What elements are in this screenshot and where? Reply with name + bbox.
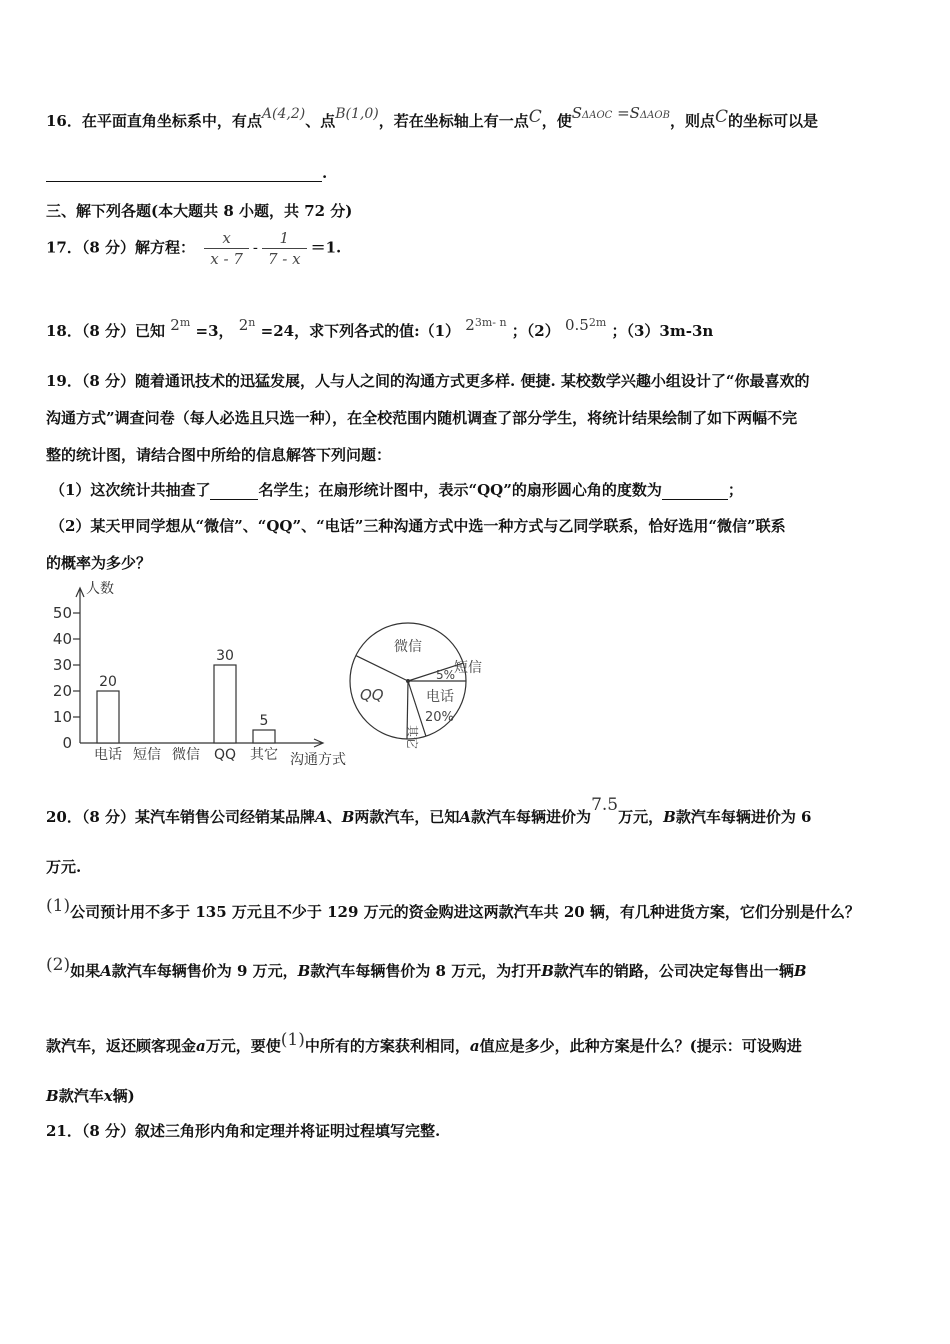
q19-line1: 19．（8 分）随着通讯技术的迅猛发展，人与人之间的沟通方式更多样. 便捷. 某校数学兴趣小组设计了“你最喜欢的 [46, 372, 810, 390]
area-aoc-sub: ΔAOC [582, 110, 613, 121]
power-exp-3: 3m- n [474, 316, 507, 329]
q18-prefix: 18．（8 分）已知 [46, 322, 166, 340]
q17-suffix: ＝1. [310, 238, 342, 257]
q20-line1-c: 款汽车每辆进价为 [471, 808, 592, 826]
bar [253, 730, 275, 743]
y-tick-label: 20 [52, 682, 72, 700]
slice-label-other: 其它 [405, 725, 419, 750]
q21-line: 21．（8 分）叙述三角形内角和定理并将证明过程填写完整. [46, 1122, 441, 1140]
q17-line [46, 228, 341, 269]
q20-p2d: 款汽车的销路，公司决定每售出一辆 [553, 962, 794, 980]
q20-sep: 、 [326, 808, 342, 826]
q16-text2: ，若在坐标轴上有一点 [378, 112, 529, 130]
car-b-6: B [46, 1087, 59, 1105]
point-c-2: C [714, 107, 728, 127]
q16-text4: ，则点 [669, 112, 715, 130]
x-axis-label: 沟通方式 [290, 752, 346, 768]
car-b: B [341, 808, 355, 826]
answer-blank[interactable] [46, 167, 322, 182]
power-exp-2: n [248, 316, 256, 329]
fraction-1-num: x [204, 228, 249, 249]
q19-sub1-c: ； [727, 481, 743, 499]
y-tick-label: 30 [52, 656, 72, 674]
slice-label-phone: 电话 [426, 689, 454, 705]
var-x: x [103, 1087, 113, 1105]
category-label: 电话 [94, 747, 122, 763]
car-b-5: B [793, 962, 807, 980]
point-b: B(1,0) [335, 106, 379, 122]
power-base-2: 2 [238, 316, 249, 334]
car-b-2: B [663, 808, 676, 826]
q19-sub2: （2）某天甲同学想从“微信”、“QQ”、“电话”三种沟通方式中选一种方式与乙同学联系，恰好选用“微信”联系 [50, 517, 786, 535]
var-a-2: a [469, 1037, 480, 1055]
q19-sub2-end: 的概率为多少？ [46, 554, 152, 572]
q19-line2: 沟通方式”调查问卷（每人必选且只选一种），在全校范围内随机调查了部分学生，将统计结果绘制了如下两幅不完 [46, 409, 798, 427]
q16-end: . [322, 164, 328, 182]
q16-sep: 、点 [305, 112, 336, 130]
slice-percent-phone: 20% [425, 710, 454, 725]
part-1-marker: (1) [46, 896, 71, 916]
y-tick-label: 10 [52, 708, 72, 726]
slice-label-sms: 短信 [454, 660, 482, 676]
q20-l3b: 万元，要使 [205, 1037, 281, 1055]
q20-p2a: 如果 [70, 962, 101, 980]
q20-line1-d: 万元， [618, 808, 664, 826]
car-b-4: B [541, 962, 554, 980]
part-2-marker: (2) [46, 955, 71, 975]
q20-line4 [46, 1085, 135, 1106]
q18-semi2: ；（3）3m-3n [611, 322, 714, 340]
q19-sub1-b: 名学生；在扇形统计图中，表示“QQ”的扇形圆心角的度数为 [258, 481, 662, 499]
q20-part1-text: 公司预计用不多于 135 万元且不少于 129 万元的资金购进这两款汽车共 20 辆，有几种进货方案，它们分别是什么？ [70, 903, 860, 921]
q20-l4b: 辆) [112, 1087, 135, 1105]
fraction-2-num: 1 [262, 228, 307, 249]
q20-l3c: 中所有的方案获利相同， [304, 1037, 470, 1055]
bar [97, 691, 119, 743]
var-a: a [196, 1037, 206, 1055]
fraction-1 [204, 228, 249, 269]
q20-part2 [46, 955, 807, 981]
bar-value-label: 30 [216, 648, 234, 664]
fraction-2-den: 7 - x [267, 250, 301, 268]
q20-l4a: 款汽车 [58, 1087, 104, 1105]
q19-sub1-a: （1）这次统计共抽查了 [50, 481, 211, 499]
q19-line3: 整的统计图，请结合图中所给的信息解答下列问题： [46, 446, 392, 464]
pie-center [406, 679, 410, 683]
q17-prefix: 17．（8 分）解方程： [46, 238, 196, 257]
slice-percent-sms: 5% [436, 668, 456, 682]
power-exp-1: m [179, 316, 191, 329]
q18-val1: =3， [195, 322, 234, 340]
car-a-3: A [100, 962, 112, 980]
point-a: A(4,2) [261, 106, 306, 122]
area-eq: =S [612, 104, 640, 122]
slice-label-qq: QQ [360, 686, 384, 704]
q16-answer-line [46, 164, 327, 182]
blank-students[interactable] [210, 485, 258, 500]
q20-l3d: 值应是多少，此种方案是什么？(提示：可设购进 [479, 1037, 802, 1055]
category-label: QQ [213, 747, 237, 763]
car-b-3: B [297, 962, 311, 980]
bar-chart [40, 575, 370, 775]
q20-line3 [46, 1030, 802, 1056]
q20-line1-b: 两款汽车，已知 [354, 808, 460, 826]
y-tick-label: 0 [62, 734, 72, 752]
power-exp-4: 2m [588, 316, 607, 329]
q16-line [46, 104, 818, 131]
q16-text5: 的坐标可以是 [727, 112, 818, 130]
q19-sub1 [50, 479, 743, 500]
power-base-3: 2 [465, 316, 475, 334]
q20-p2c: 款汽车每辆售价为 8 万元，为打开 [310, 962, 542, 980]
price-a: 7.5 [591, 795, 619, 815]
area-aob-sub: ΔAOB [639, 110, 670, 121]
part-1-ref: (1) [280, 1030, 305, 1050]
q20-l3a: 款汽车，返还顾客现金 [46, 1037, 197, 1055]
y-axis-label: 人数 [86, 581, 114, 597]
pie-chart [346, 615, 506, 755]
q16-number: 16．在平面直角坐标系中，有点 [46, 112, 262, 130]
minus-sign: - [252, 238, 258, 257]
category-label: 短信 [133, 747, 161, 763]
y-tick-label: 40 [52, 630, 72, 648]
power-base-4: 0.5 [564, 316, 589, 334]
blank-angle[interactable] [662, 485, 728, 500]
q20-line1-a: 20．（8 分）某汽车销售公司经销某品牌 [46, 808, 316, 826]
fraction-2 [262, 228, 307, 269]
bar [214, 665, 236, 743]
area-aoc: S [571, 104, 583, 122]
slice-label-wechat: 微信 [394, 639, 422, 655]
q20-line1-e: 款汽车每辆进价为 6 [675, 808, 812, 826]
q20-part1 [46, 896, 860, 922]
q20-line1 [46, 795, 812, 827]
power-base-1: 2 [170, 316, 180, 334]
q18-semi1: ；（2） [511, 322, 560, 340]
q18-val2: =24，求下列各式的值:（1） [260, 322, 461, 340]
point-c: C [528, 107, 542, 127]
car-a: A [315, 808, 327, 826]
y-tick-label: 50 [52, 604, 72, 622]
q16-text3: ，使 [541, 112, 572, 130]
bar-value-label: 20 [99, 674, 117, 690]
q18-line [46, 316, 714, 341]
fraction-1-den: x - 7 [210, 250, 243, 268]
category-label: 其它 [250, 747, 278, 763]
q20-p2b: 款汽车每辆售价为 9 万元， [111, 962, 298, 980]
car-a-2: A [459, 808, 472, 826]
q20-line2: 万元. [46, 858, 82, 876]
bar-value-label: 5 [259, 713, 269, 729]
category-label: 微信 [172, 747, 200, 763]
section-title: 三、解下列各题(本大题共 8 小题，共 72 分) [46, 202, 353, 220]
